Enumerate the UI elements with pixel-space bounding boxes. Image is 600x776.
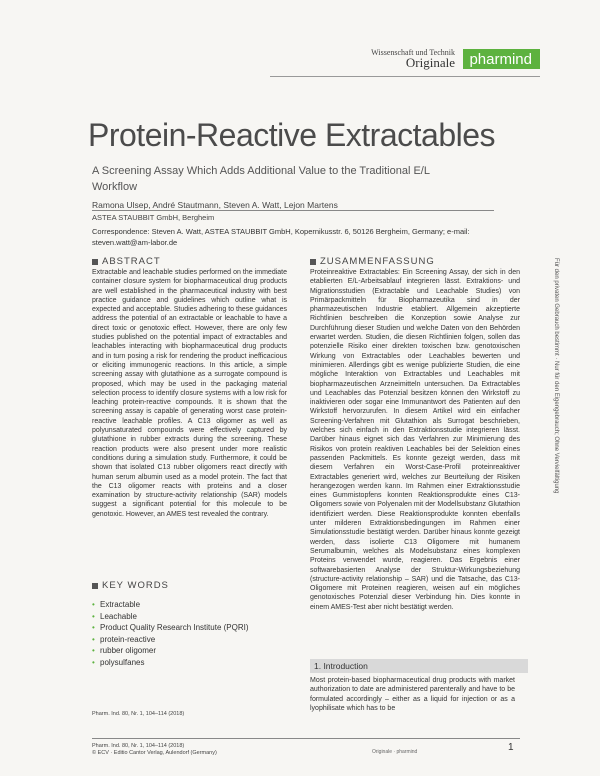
keyword-item: • Leachable bbox=[92, 611, 272, 623]
zusammenfassung-heading bbox=[310, 256, 435, 267]
abstract-heading bbox=[92, 256, 161, 267]
section-label bbox=[371, 48, 455, 69]
section-big-label: Originale bbox=[405, 55, 455, 70]
keyword-item: • protein-reactive bbox=[92, 634, 272, 646]
header-divider bbox=[270, 76, 540, 77]
footer-copyright: © ECV · Editio Cantor Verlag, Aulendorf (Germany) bbox=[92, 750, 217, 756]
citation-line: Pharm. Ind. 80, Nr. 1, 104–114 (2018) bbox=[92, 711, 185, 717]
authors-divider bbox=[92, 210, 494, 211]
keywords-heading-text: KEY WORDS bbox=[102, 580, 169, 591]
article-title: Protein-Reactive Extractables bbox=[88, 117, 496, 153]
brand-logo: pharmind bbox=[463, 49, 540, 69]
page-number: 1 bbox=[508, 742, 514, 753]
article-authors: Ramona Ulsep, André Stautmann, Steven A. Watt, Lejon Martens bbox=[92, 200, 338, 210]
section-small-label: Wissenschaft und Technik bbox=[371, 48, 455, 57]
keyword-item: • Extractable bbox=[92, 599, 272, 611]
keyword-item: • polysulfanes bbox=[92, 657, 272, 669]
zusammenfassung-text: Proteinreaktive Extractables: Ein Screening Assay, der sich in den etablierten E/L-Arbeitsablauf integrieren lässt. Extraktions- und Migrationsstudien (Extractable und Leachable Studies) von Primärpackmitteln für Biopharmazeutika sind in der pharmazeutischen Industrie etabliert. Allgemein akzeptierte Richtlinien beschreiben die Konzeption sowie Analyse zur Durchführung dieser Studien und welche Daten von den Behörden erwartet werden. Studien, die diesen Richtlinien folgen, sollen das potenzielle Risiko einer direkten toxischen bzw. genotoxischen Wirkung von Extractables oder Leachables bewerten und minimieren. Allerdings gibt es wenige publizierte Studien, die eine mögliche Interaktion von Extractables und Leachables mit biopharmazeutischen Arzneimitteln untersuchen. Da Extractables und Leachables das Potenzial besitzen können den Wirkstoff zu inaktivieren oder sogar eine Immunantwort des Patienten auf den Wirkstoff hervorzurufen. In diesem Artikel wird ein einfacher Screening-Verfahren mit Glutathion als Surrogat beschrieben, welches sich einfach in den Extraktionsstudie integrieren lässt. Darüber hinaus eignet sich das Verfahren zur Minimierung des Risikos von protein reaktiven Leachables bei der Selektion eines passenden Packmittels. Es konnte gezeigt werden, dass mit diesem Verfahren ein Worst-Case-Profil proteinreaktiver Extractables generiert wird, welches zur Beurteilung der Risiken herangezogen werden kann. Im Rahmen einer Extraktionsstudie eines Gummistopfens konnten Reaktionsprodukte eines C13-Oligomers sowie von Polyenalen mit der Modellsubstanz Glutathion identifiziert werden. Diese Reaktionsprodukte konnten ebenfalls unter milderen Extraktionsbedingungen im Rahmen einer Simulationsstudie bestätigt werden. Darüber hinaus konnte gezeigt werden, dass isolierte C13 Oligomere mit humanem Serumalbumin, welches als Modelsubstanz eines komplexen Proteins verwendet wurde, reagieren. Das Ergebnis einer softwarebasierten Analyse der Struktur-Wirkungsbeziehung (structure-activity relationship – SAR) und die Tatsache, das C13-Oligomere mit Proteinen reagieren, weisen auf ein mögliches genotoxisches Potenzial dieser Verbindung hin. Dies konnte in einem AMES-Test aber nicht bestätigt werden. bbox=[310, 269, 520, 611]
article-affiliation: ASTEA STAUBBIT GmbH, Bergheim bbox=[92, 213, 215, 222]
journal-header bbox=[371, 48, 540, 69]
abstract-heading-text: ABSTRACT bbox=[102, 256, 161, 267]
keywords-list bbox=[92, 599, 272, 668]
footer-divider bbox=[92, 738, 520, 739]
abstract-text: Extractable and leachable studies performed on the immediate container closure system for biopharmaceutical drug products are well established in the pharmaceutical industry with best practice guidance and guidelines which outline what is expected and acceptable. Studies adhering to these guidances address the potential of an extractable or leachable to have a direct toxic or genotoxic effect. However, there are only few studies published on the potential impact of extractables and leachables interacting with biopharmaceutical drug products and in turn posing a risk for rendering the product inefficacious or eliciting immunogenic reactions. In this article, a simple screening assay with glutathione as a surrogate compound is proposed, which may be used in the packaging material selection process to identify closure systems with a low risk for leaching protein-reactive compounds. It is shown that the screening assay is capable of generating worst case protein-reactive leachable profiles. A C13 oligomer as well as polyunsaturated compounds were effectively captured by glutathione in rubber extracts during the screening. These reaction products were also present under more realistic conditions during a simulation study. Furthermore, it could be shown that isolated C13 rubber oligomers react directly with human serum albumin used as a model protein. The fact that the C13 oligomer reacts with proteins and a closer examination by structure-activity relationship (SAR) models suggest a significant potential for this molecule to be genotoxic. However, an AMES test revealed the contrary. bbox=[92, 269, 287, 518]
footer-citation: Pharm. Ind. 80, Nr. 1, 104–114 (2018) bbox=[92, 743, 185, 749]
keyword-item: • rubber oligomer bbox=[92, 645, 272, 657]
footer-left bbox=[92, 743, 217, 757]
introduction-text: Most protein-based biopharmaceutical drug products with market authorization to date are administered parenterally and have to be formulated accordingly – either as a liquid for injection or as a lyophilisate which has to be bbox=[310, 677, 515, 712]
square-bullet-icon bbox=[92, 259, 98, 265]
square-bullet-icon bbox=[310, 259, 316, 265]
keywords-heading bbox=[92, 580, 169, 591]
article-subtitle: A Screening Assay Which Adds Additional Value to the Traditional E/L Workflow bbox=[92, 165, 430, 193]
introduction-heading: 1. Introduction bbox=[310, 659, 528, 673]
correspondence-note: Correspondence: Steven A. Watt, ASTEA STAUBBIT GmbH, Kopernikusstr. 6, 50126 Bergheim, Germany; e-mail: steven.watt@am-labor.de bbox=[92, 227, 470, 247]
side-usage-note: Für den privaten Gebrauch bestimmt · Nur für den Eigengebrauch; Ohne Vervielfältigung bbox=[553, 258, 559, 494]
keyword-item: • Product Quality Research Institute (PQRI) bbox=[92, 622, 272, 634]
footer-running-title: Originale · pharmind bbox=[372, 749, 418, 755]
zusammenfassung-heading-text: ZUSAMMENFASSUNG bbox=[320, 256, 435, 267]
square-bullet-icon bbox=[92, 583, 98, 589]
